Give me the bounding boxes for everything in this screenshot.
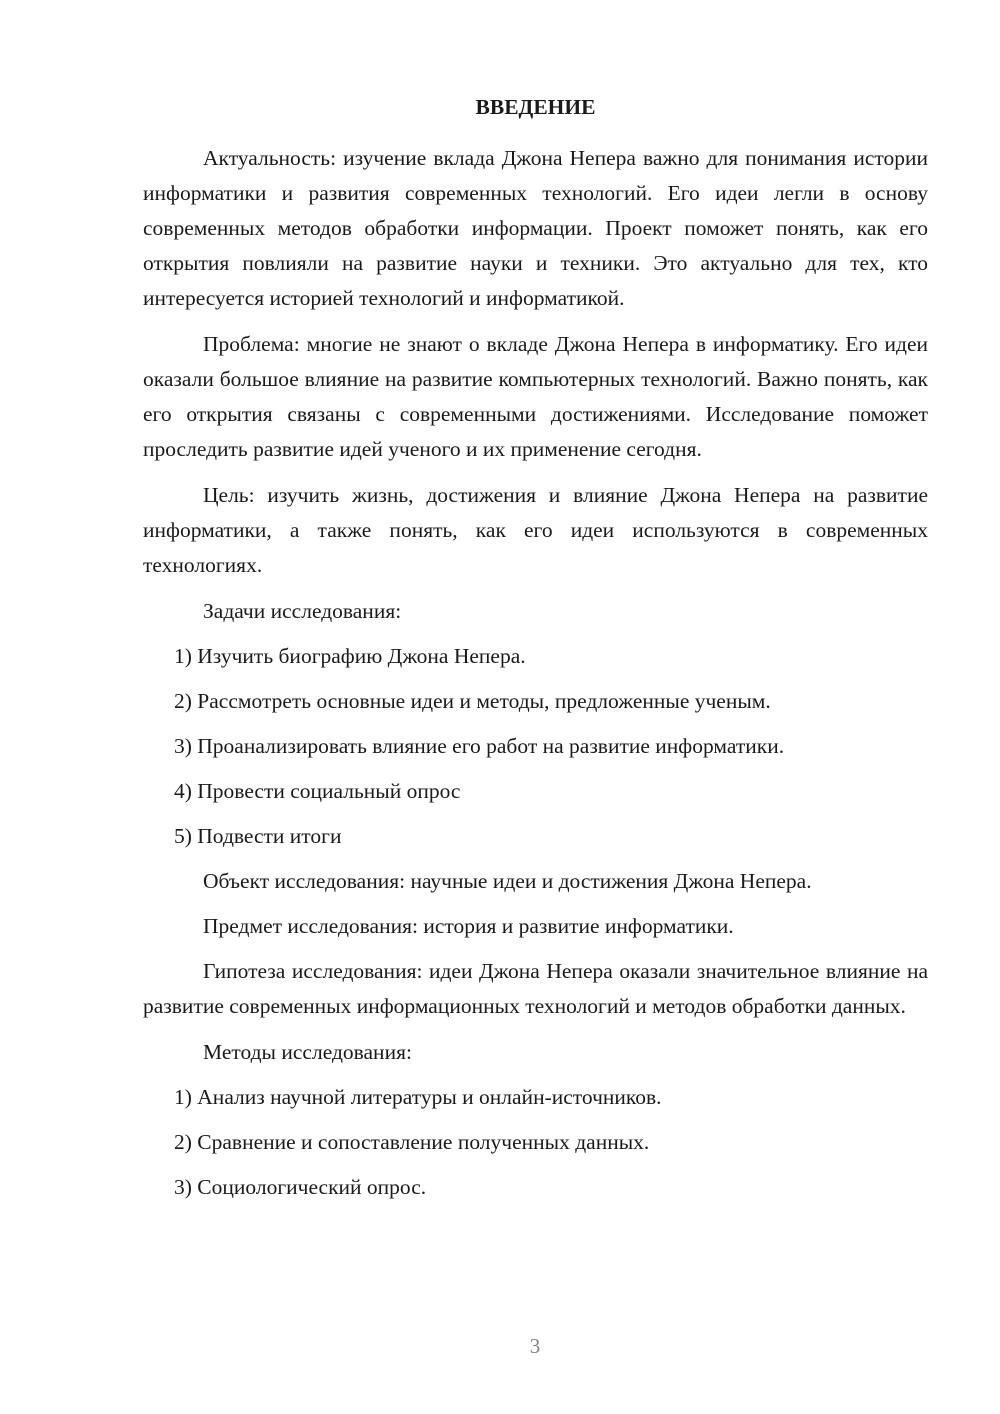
task-item: 2) Рассмотреть основные идеи и методы, предложенные ученым. bbox=[174, 689, 771, 713]
research-subject: Предмет исследования: история и развитие информатики. bbox=[203, 914, 734, 938]
method-item: 1) Анализ научной литературы и онлайн-источников. bbox=[174, 1085, 662, 1109]
task-item: 4) Провести социальный опрос bbox=[174, 779, 461, 803]
paragraph-relevance: Актуальность: изучение вклада Джона Непера важно для понимания истории информатики и развития современных технологий. Его идеи легли в основу современных методов обработки информации. Проект поможет понять, как его открытия повлияли на развитие науки и техники. Это актуально для тех, кто интересуется историей технологий и информатикой. bbox=[143, 146, 928, 310]
task-item: 3) Проанализировать влияние его работ на развитие информатики. bbox=[174, 734, 785, 758]
method-item: 3) Социологический опрос. bbox=[174, 1175, 427, 1199]
page-number: 3 bbox=[529, 1334, 541, 1358]
research-object: Объект исследования: научные идеи и достижения Джона Непера. bbox=[203, 869, 812, 893]
document-page bbox=[143, 90, 928, 1215]
tasks-heading: Задачи исследования: bbox=[203, 599, 402, 623]
spacer bbox=[143, 125, 928, 141]
paragraph-problem: Проблема: многие не знают о вкладе Джона Непера в информатику. Его идеи оказали большое влияние на развитие компьютерных технологий. Важно понять, как его открытия связаны с современными достижениями. Исследование поможет проследить развитие идей ученого и их применение сегодня. bbox=[143, 332, 928, 461]
paragraph-goal: Цель: изучить жизнь, достижения и влияние Джона Непера на развитие информатики, а также понять, как его идеи используются в современных технологиях. bbox=[143, 483, 928, 577]
methods-heading: Методы исследования: bbox=[203, 1040, 412, 1064]
task-item: 5) Подвести итоги bbox=[174, 824, 342, 848]
paragraph-hypothesis: Гипотеза исследования: идеи Джона Непера оказали значительное влияние на развитие современных информационных технологий и методов обработки данных. bbox=[143, 959, 928, 1018]
task-item: 1) Изучить биографию Джона Непера. bbox=[174, 644, 526, 668]
method-item: 2) Сравнение и сопоставление полученных данных. bbox=[174, 1130, 650, 1154]
document-title: ВВЕДЕНИЕ bbox=[475, 95, 596, 119]
